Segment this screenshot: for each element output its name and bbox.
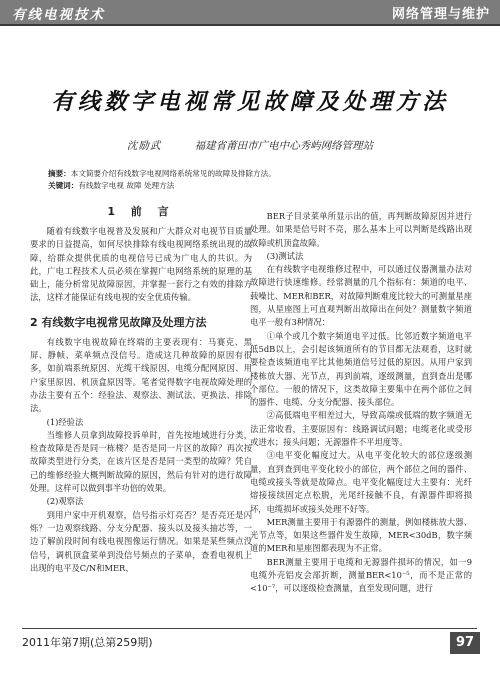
paragraph: ③电平变化幅度过大。从电平变化较大的部位逐级测量，直到查到电平变化较小的部位，两个部位之间的器件、电缆或接头等就是故障点。电平变化幅度过大主要有：光纤熔接接续固定点松脱，光尾纤接触不良，有源器件即将损坏，电缆损坏或接头处理不好等。	[250, 450, 472, 514]
subheading-testing: (3)测试法	[266, 250, 304, 261]
footer-issue: 2011年第7期(总第259期)	[22, 636, 153, 649]
section-name: 网络管理与维护	[391, 7, 490, 22]
paragraph: MER测量主要用于有源器件的测量，例如楼栋放大器、光节点等，如果这些器件发生故障，MER<30dB，数字频道的MER和星座图都表现为不正常。	[250, 516, 472, 554]
keywords-label: 关键词：	[48, 181, 79, 190]
paragraph: 当维修人员拿到故障投诉单时，首先按地域进行分类，检查故障是否是同一栋楼？是否是同一片区的故障？再次按故障类型进行分类，在该片区是否是同一类型的故障？凭自己的维修经验大概判断故障的原因，然后有针对的进行故障处理。这样可以做到事半功倍的效果。	[30, 429, 252, 494]
footer-rule	[22, 628, 477, 629]
author-affiliation: 福建省莆田市广电中心秀屿网络管理站	[194, 140, 374, 152]
paragraph: ②高低端电平相差过大，导致高端或低端的数字频道无法正常收看，主要原因有：线路调试问题；电缆老化或受形或进水；接头问题；无源器件不平坦度等。	[250, 410, 472, 448]
subheading-observation: (2)观察法	[46, 496, 84, 507]
section-heading-faults: 2 有线数字电视常见故障及处理方法	[30, 315, 207, 329]
abstract	[48, 168, 468, 180]
article-title: 有线数字电视常见故障及处理方法	[51, 89, 449, 115]
page-number: 97	[450, 632, 480, 654]
left-column	[30, 203, 252, 575]
keywords-text: 有线数字电视 故障 处理方法	[78, 181, 175, 190]
paragraph: 随着有线数字电视普及发展和广大群众对电视节目质量要求的日益提高，如何尽快排除有线电视网络系统出现的故障，给群众提供优质的电视信号已成为广电人的共识。为此，广电工程技术人员必须在掌握广电网络系统的原理的基础上，能分析常见故障原因，并掌握一套行之有效的排除方法，这样才能保证有线电视的安全优质传输。	[30, 226, 252, 303]
subheading-experience: (1)经验法	[46, 416, 84, 427]
paragraph: ①单个或几个数字频道电平过低。比邻近数字频道电平低5dB以上，会引起该频道所有的节目都无法观看，这时就要检查该频道电平比其他频道信号过低的原因。从用户家到楼栋放大器、光节点，再到前端，逐级测量，直到查出是哪个部位。一般的情况下，这类故障主要集中在两个部位之间的器件、电缆、分支分配器、接头部位。	[250, 330, 472, 408]
right-column	[250, 210, 472, 596]
paragraph: 在有线数字电视维修过程中，可以通过仪器测量办法对故障进行快速维修。经常测量的几个指标有：频道的电平、载噪比、MER和BER，对故障判断难度比较大的可测量星座图，从星座图上可直观判断出故障出在何处？测量数字频道电平一般有3种情况：	[250, 264, 472, 328]
abstract-label: 摘要：	[48, 169, 71, 178]
header-rule	[0, 24, 500, 26]
paragraph: BER子目录菜单所显示出的值，再判断故障原因并进行处理。如果是信号时不亮，那么基本上可以判断是线路出现故障或机顶盒故障。	[250, 211, 472, 248]
paragraph: BER测量主要用于电缆和无源器件损坏的情况，如一9电缆外壳铝皮会部折断，测量BER<10⁻⁵，而不是正常的<10⁻⁷，可以逐级检查测量，直至发现问题，进行	[250, 556, 472, 594]
author-name: 沈励武	[126, 140, 162, 152]
author-line	[0, 138, 500, 153]
keywords	[48, 180, 468, 192]
section-heading-intro: 1 前 言	[107, 205, 175, 218]
journal-name: 有线电视技术	[12, 7, 105, 23]
paragraph: 到用户家中开机观察，信号指示灯亮否？是否亮还是闪烁？一边观察线路、分支分配器、接头以及接头抽芯等，一边了解前段时间有线电视图像运行情况。如果是某些频点没信号，调机顶盒菜单到没信号频点的子菜单，查看电视机上出现的电平及C/N和MER、	[30, 509, 252, 573]
paragraph: 有线数字电视故障在终端的主要表现有：马赛克、黑屏、静帧、菜单频点没信号。造成这几种故障的原因有很多，如前端系统原因、光缆干线原因、电缆分配网原因、用户家里原因、机顶盒原因等。笔者觉得数字电视故障处理的办法主要有五个：经验法、观察法、测试法、更换法、排除法。	[30, 336, 252, 414]
abstract-text: 本文简要介绍有线数字电视网络系统常见的故障及排除方法。	[70, 169, 276, 178]
abstract-block	[48, 168, 468, 192]
